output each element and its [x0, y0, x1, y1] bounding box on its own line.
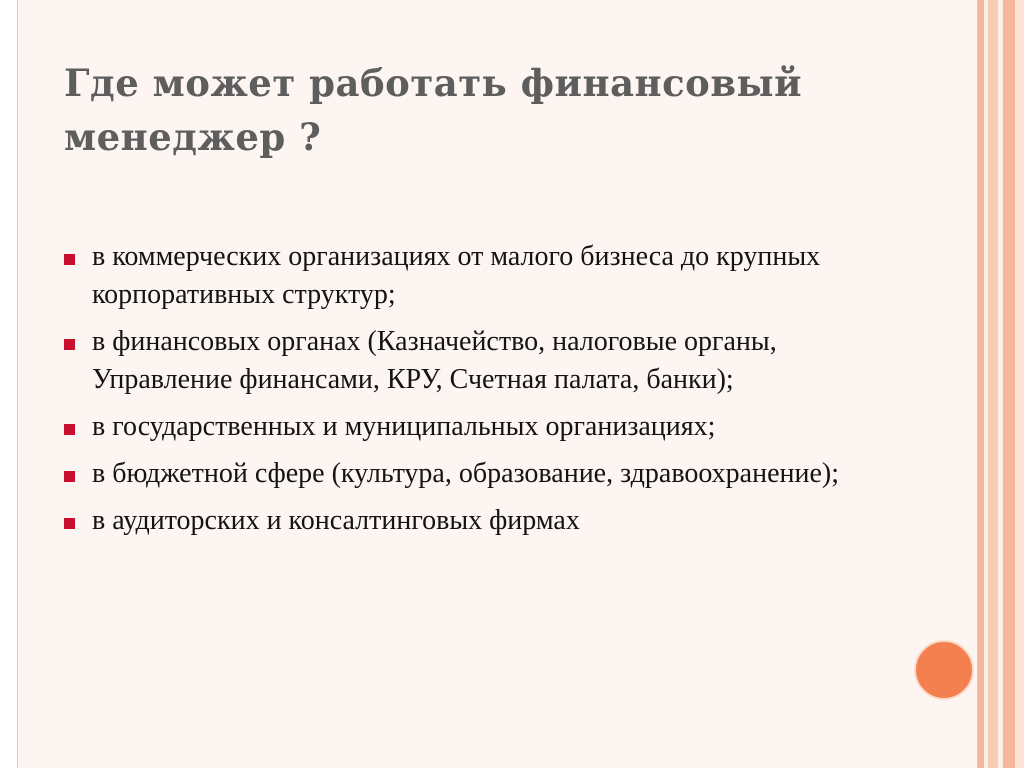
list-item-text: в государственных и муниципальных организациях; [92, 411, 716, 442]
list-item-text: в коммерческих организациях от малого бизнеса до крупных корпоративных структур; [92, 241, 821, 310]
list-item-text: в бюджетной сфере (культура, образование, здравоохранение); [92, 458, 840, 489]
slide-title: Где может работать финансовый менеджер ? [64, 61, 803, 159]
list-item [64, 455, 884, 493]
list-item-text: в финансовых органах (Казначейство, налоговые органы, Управление финансами, КРУ, Счетная палата, банки); [92, 326, 777, 395]
square-bullet-icon [64, 424, 75, 435]
list-item-text: в аудиторских и консалтинговых фирмах [92, 505, 580, 536]
decorative-stripe [1003, 0, 1015, 768]
list-item [64, 323, 884, 399]
square-bullet-icon [64, 339, 75, 350]
square-bullet-icon [64, 471, 75, 482]
decorative-circle [914, 640, 974, 700]
list-item [64, 502, 884, 540]
decorative-stripe [1015, 0, 1024, 768]
square-bullet-icon [64, 254, 75, 265]
square-bullet-icon [64, 518, 75, 529]
bullet-list [64, 238, 884, 549]
decorative-stripe [988, 0, 998, 768]
list-item [64, 238, 884, 314]
list-item [64, 408, 884, 446]
